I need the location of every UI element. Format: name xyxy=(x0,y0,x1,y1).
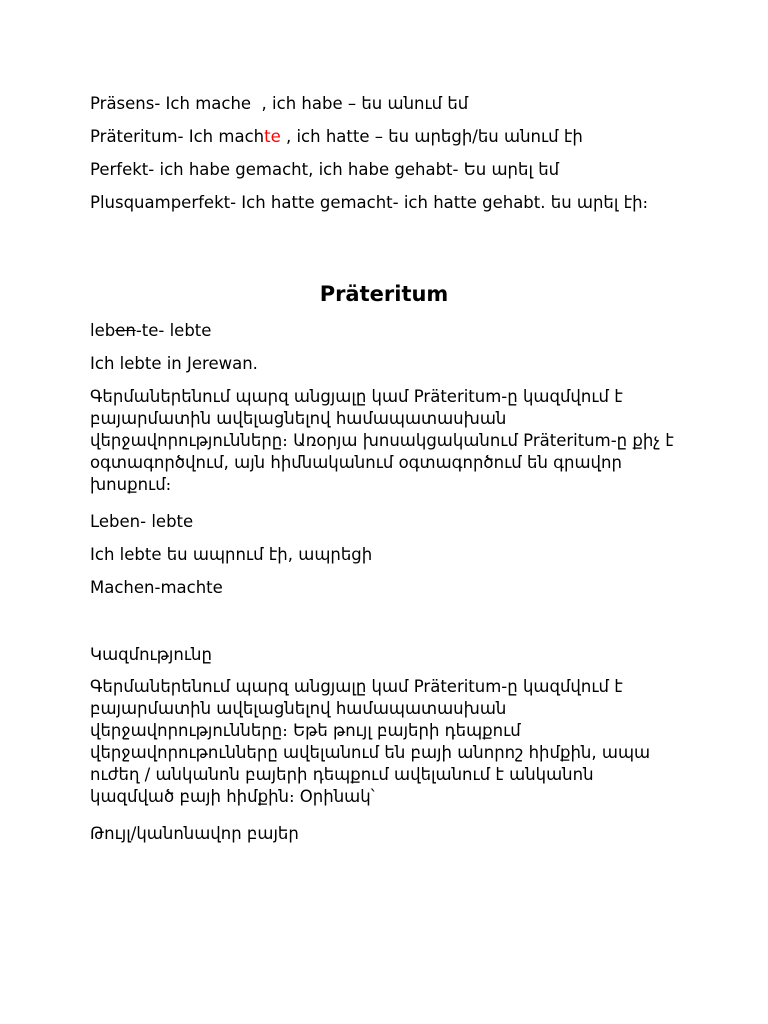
leben-line: Leben- lebte xyxy=(90,512,194,531)
praeteritum-prefix: Präteritum- Ich mach xyxy=(90,127,265,146)
perfekt-line: Perfekt- ich habe gemacht, ich habe gehabt- Ես արել եմ xyxy=(90,160,560,179)
praesens-line: Präsens- Ich mache , ich habe – ես անում եմ xyxy=(90,94,469,113)
section-heading: Präteritum xyxy=(319,282,449,306)
praeteritum-line xyxy=(90,126,708,148)
example-sentence: Ich lebte in Jerewan. xyxy=(90,354,258,373)
intro-paragraph: Գերմաներենում պարզ անցյալը կամ Präteritum-ը կազմվում է բայարմատին ավելացնելով համապատասխան վերջավորությունները։ Առօրյա խոսակցականում Präteritum-ը քիչ է օգտագործվում, այն հիմնականում օգտագործում են գրավոր խոսքում։ xyxy=(90,387,674,494)
plusquamperfekt-line: Plusquamperfekt- Ich hatte gemacht- ich hatte gehabt. ես արել էի։ xyxy=(90,193,649,212)
weak-verbs-line: Թույլ/կանոնավոր բայեր xyxy=(90,824,299,843)
example-struck-ending: en xyxy=(115,321,136,340)
machen-line: Machen-machte xyxy=(90,578,223,597)
structure-paragraph: Գերմաներենում պարզ անցյալը կամ Präteritum-ը կազմվում է բայարմատին ավելացնելով համապատասխան վերջավորությունները։ Եթե թույլ բայերի դեպքում վերջավորութունները ավելանում են բայի անորոշ հիմքին, ապա ուժեղ / անկանոն բայերի դեպքում ավելանում է անկանոն կազմված բայի հիմքին։ Օրինակ՝ xyxy=(90,677,651,806)
example-stem: leb xyxy=(90,321,116,340)
example-leben-line xyxy=(90,320,708,342)
example-rest: -te- lebte xyxy=(135,321,212,340)
praeteritum-suffix: , ich hatte – ես արեցի/ես անում էի xyxy=(280,127,583,146)
praeteritum-ending-highlight: te xyxy=(264,127,281,146)
ich-lebte-line: Ich lebte ես ապրում էի, ապրեցի xyxy=(90,545,373,564)
structure-heading: Կազմությունը xyxy=(90,645,212,664)
